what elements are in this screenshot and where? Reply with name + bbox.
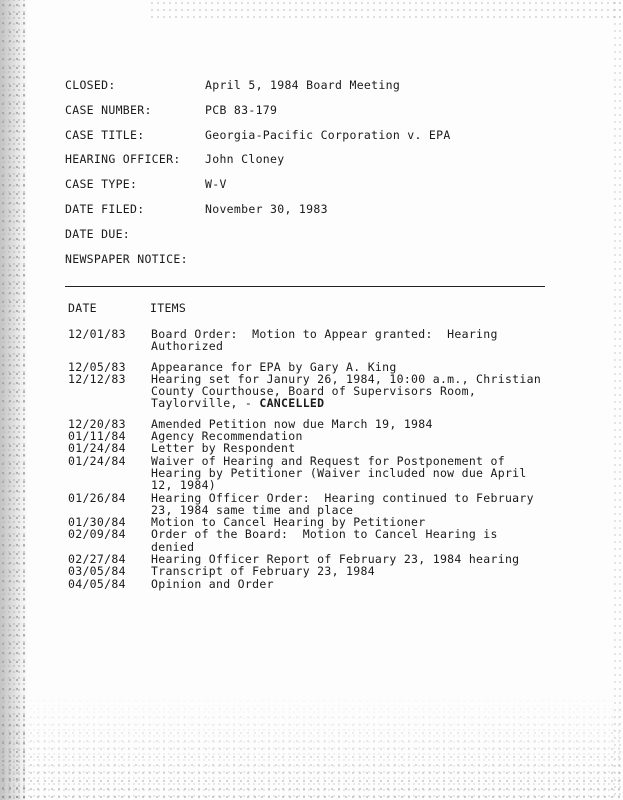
entry-date: 12/01/83 (68, 327, 126, 341)
field-case-number (65, 103, 565, 128)
field-value: W-V (205, 177, 227, 192)
field-value: April 5, 1984 Board Meeting (205, 78, 401, 92)
entry-text (151, 578, 551, 590)
ledger-entry (68, 578, 553, 590)
field-value: John Cloney (205, 152, 285, 167)
entry-description: Order of the Board: Motion to Cancel Hearing is denied (151, 527, 498, 554)
column-header-date: DATE (68, 301, 97, 315)
entry-date: 01/30/84 (68, 515, 126, 530)
entry-date: 04/05/84 (68, 576, 126, 591)
field-hearing-officer (65, 152, 565, 177)
entry-date: 03/05/84 (68, 564, 126, 579)
entry-date: 12/20/83 (68, 416, 126, 431)
entry-description: Hearing Officer Report of February 23, 1984 hearing (151, 552, 520, 567)
entry-description: Letter by Respondent (151, 441, 296, 456)
entry-text (151, 528, 551, 553)
field-label: DATE DUE: (65, 226, 131, 241)
entry-text (151, 455, 551, 492)
entry-text (151, 492, 551, 517)
ledger-entries (68, 328, 553, 590)
field-newspaper-notice (65, 252, 565, 277)
ledger-entry (68, 565, 553, 577)
field-label: CLOSED: (65, 78, 116, 92)
field-label: HEARING OFFICER: (65, 152, 181, 167)
field-label: NEWSPAPER NOTICE: (65, 251, 188, 266)
ledger-entry (68, 455, 553, 492)
ledger-entry (68, 430, 553, 442)
scan-noise-top (150, 0, 620, 22)
entry-description: Motion to Cancel Hearing by Petitioner (151, 515, 426, 530)
case-header (65, 78, 565, 276)
field-closed (65, 78, 565, 103)
entry-date: 02/09/84 (68, 527, 126, 542)
field-date-due (65, 227, 565, 252)
ledger-entry (68, 418, 553, 430)
entry-description: Agency Recommendation (151, 429, 303, 444)
entry-description: Amended Petition now due March 19, 1984 (151, 416, 433, 431)
scan-noise-bottom (0, 690, 623, 800)
scan-noise-right (613, 0, 623, 800)
field-label: CASE TITLE: (65, 127, 145, 142)
entry-description: Waiver of Hearing and Request for Postponement of Hearing by Petitioner (Waiver included now due April 12, 1984) (151, 453, 527, 493)
divider-rule (65, 286, 545, 287)
field-label: CASE TYPE: (65, 177, 138, 192)
field-date-filed (65, 202, 565, 227)
field-case-type (65, 177, 565, 202)
entry-description: Transcript of February 23, 1984 (151, 564, 375, 579)
entry-date: 01/26/84 (68, 490, 126, 505)
entry-description: Hearing Officer Order: Hearing continued to February 23, 1984 same time and place (151, 490, 534, 517)
ledger-header (68, 301, 553, 328)
entry-date: 02/27/84 (68, 552, 126, 567)
entry-description: Appearance for EPA by Gary A. King (151, 359, 397, 374)
entry-description: Board Order: Motion to Appear granted: Hearing Authorized (151, 327, 498, 354)
field-label: CASE NUMBER: (65, 102, 152, 117)
field-case-title (65, 128, 565, 153)
ledger-entry (68, 328, 553, 353)
field-value: November 30, 1983 (205, 201, 328, 216)
ledger-entry (68, 492, 553, 517)
ledger-entry (68, 528, 553, 553)
entry-date: 01/24/84 (68, 453, 126, 468)
entry-date: 12/12/83 (68, 371, 126, 386)
field-label: DATE FILED: (65, 201, 145, 216)
case-ledger (68, 301, 553, 590)
entry-description: Hearing set for Janury 26, 1984, 10:00 a.m., Christian County Courthouse, Board of Supervisors Room, Taylorville, - (151, 371, 542, 411)
entry-text (151, 328, 551, 353)
field-value: Georgia-Pacific Corporation v. EPA (205, 127, 451, 142)
ledger-entry (68, 373, 553, 410)
field-value: PCB 83-179 (205, 102, 278, 117)
entry-date: 12/05/83 (68, 359, 126, 374)
scan-noise-left (0, 0, 28, 800)
cancelled-stamp: CANCELLED (252, 396, 325, 411)
entry-description: Opinion and Order (151, 576, 274, 591)
entry-date: 01/24/84 (68, 441, 126, 456)
entry-text (151, 373, 551, 410)
entry-date: 01/11/84 (68, 429, 126, 444)
column-header-items: ITEMS (150, 301, 187, 315)
